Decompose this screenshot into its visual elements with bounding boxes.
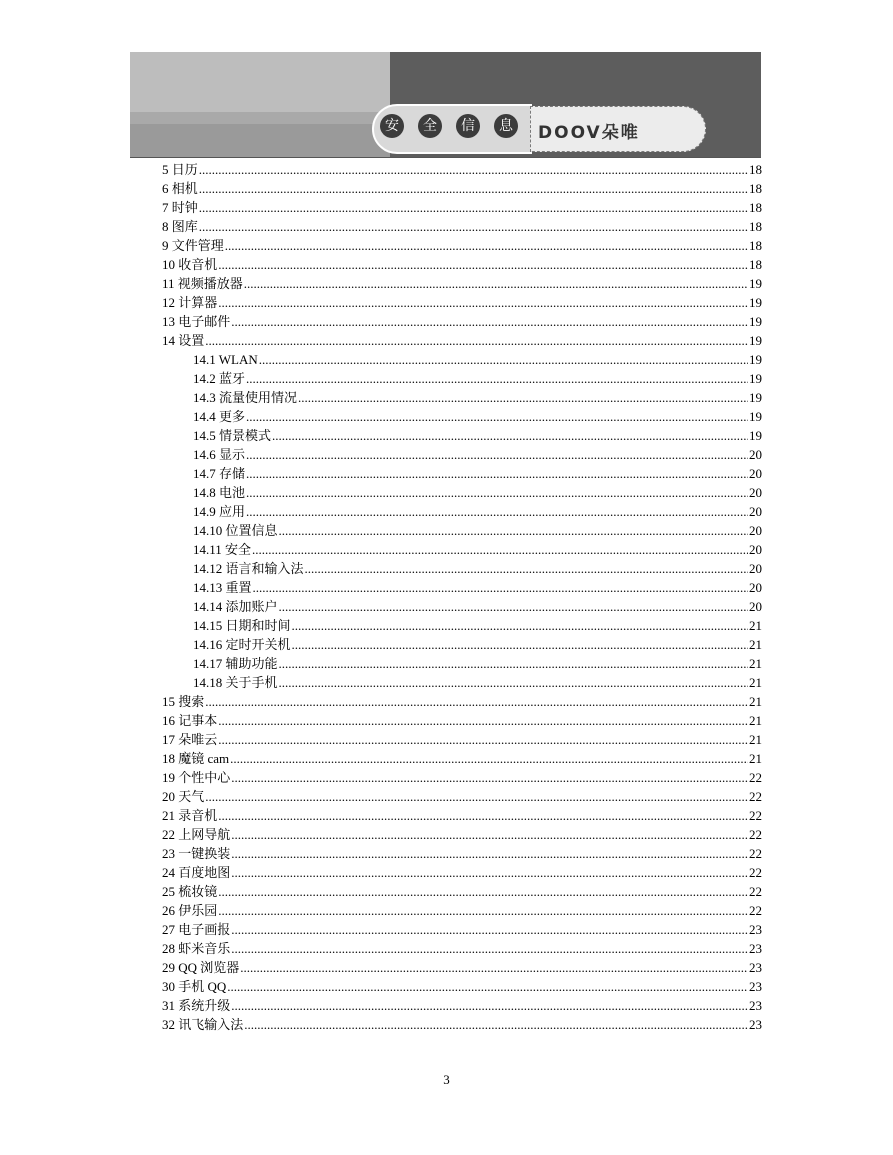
toc-entry[interactable] [162,939,762,958]
header-banner [130,52,761,158]
toc-entry-page: 23 [749,922,762,937]
toc-leader-dots [218,901,748,920]
toc-leader-dots [231,312,748,331]
toc-entry-title: 14.2 蓝牙 [193,371,246,386]
toc-entry[interactable] [162,616,762,635]
toc-leader-dots [246,369,748,388]
toc-leader-dots [231,825,748,844]
toc-leader-dots [199,179,748,198]
toc-entry[interactable] [162,806,762,825]
toc-entry[interactable] [162,825,762,844]
toc-entry-page: 22 [749,827,762,842]
toc-leader-dots [253,578,748,597]
toc-leader-dots [279,654,748,673]
toc-leader-dots [225,236,748,255]
toc-entry-page: 23 [749,979,762,994]
toc-entry-page: 20 [749,542,762,557]
toc-entry-page: 20 [749,599,762,614]
toc-leader-dots [279,597,748,616]
toc-entry[interactable] [162,996,762,1015]
toc-entry[interactable] [162,312,762,331]
toc-entry-title: 14.11 安全 [193,542,252,557]
toc-entry-title: 14.5 情景模式 [193,428,272,443]
toc-leader-dots [246,407,748,426]
toc-entry[interactable] [162,863,762,882]
toc-entry[interactable] [162,787,762,806]
toc-entry-title: 31 系统升级 [162,998,231,1013]
toc-entry-title: 14.7 存储 [193,466,246,481]
toc-entry-page: 19 [749,390,762,405]
toc-leader-dots [259,350,748,369]
toc-entry-title: 23 一键换装 [162,846,231,861]
toc-leader-dots [244,274,748,293]
toc-entry-title: 14.8 电池 [193,485,246,500]
toc-leader-dots [231,920,748,939]
toc-entry-page: 19 [749,314,762,329]
toc-entry[interactable] [162,331,762,350]
toc-entry-page: 21 [749,713,762,728]
toc-entry-page: 18 [749,162,762,177]
toc-entry-title: 8 图库 [162,219,198,234]
toc-leader-dots [231,939,748,958]
toc-entry[interactable] [162,217,762,236]
toc-entry[interactable] [162,730,762,749]
toc-leader-dots [231,996,748,1015]
toc-entry-title: 24 百度地图 [162,865,231,880]
toc-entry[interactable] [162,369,762,388]
toc-leader-dots [298,388,748,407]
toc-entry[interactable] [162,160,762,179]
toc-entry-page: 19 [749,428,762,443]
toc-entry[interactable] [162,483,762,502]
toc-entry-title: 14.18 关于手机 [193,675,278,690]
toc-entry[interactable] [162,426,762,445]
toc-entry-page: 19 [749,333,762,348]
toc-entry-page: 22 [749,808,762,823]
toc-entry[interactable] [162,578,762,597]
toc-entry-title: 6 相机 [162,181,198,196]
toc-entry[interactable] [162,559,762,578]
toc-leader-dots [279,521,748,540]
toc-entry[interactable] [162,445,762,464]
toc-entry[interactable] [162,274,762,293]
toc-entry-title: 14.17 辅助功能 [193,656,278,671]
toc-leader-dots [246,502,748,521]
toc-entry-page: 18 [749,181,762,196]
toc-entry-title: 18 魔镜 cam [162,751,230,766]
toc-entry-title: 25 梳妆镜 [162,884,218,899]
toc-entry-title: 15 搜索 [162,694,205,709]
toc-entry-page: 22 [749,865,762,880]
toc-entry-page: 23 [749,998,762,1013]
brand-logo: DOOV朵唯 [538,123,640,143]
toc-entry-page: 20 [749,523,762,538]
toc-entry[interactable] [162,692,762,711]
toc-leader-dots [227,977,748,996]
toc-entry-title: 20 天气 [162,789,205,804]
banner-left-band [130,112,390,124]
toc-entry-page: 20 [749,561,762,576]
toc-entry-page: 21 [749,751,762,766]
badge-char: 安 [380,114,404,138]
toc-leader-dots [218,255,748,274]
toc-entry[interactable] [162,407,762,426]
header-rule [130,157,761,158]
toc-entry[interactable] [162,882,762,901]
toc-entry-title: 14.13 重置 [193,580,252,595]
toc-leader-dots [230,749,748,768]
toc-entry-title: 10 收音机 [162,257,218,272]
toc-entry[interactable] [162,236,762,255]
toc-entry-page: 21 [749,618,762,633]
toc-entry[interactable] [162,350,762,369]
toc-leader-dots [231,844,748,863]
toc-leader-dots [231,863,748,882]
toc-leader-dots [292,635,748,654]
toc-entry-page: 23 [749,941,762,956]
toc-entry-page: 19 [749,352,762,367]
toc-entry-title: 28 虾米音乐 [162,941,231,956]
toc-entry-page: 18 [749,200,762,215]
toc-entry[interactable] [162,768,762,787]
toc-entry[interactable] [162,1015,762,1034]
toc-entry-title: 21 录音机 [162,808,218,823]
toc-entry-page: 21 [749,656,762,671]
toc-leader-dots [218,293,748,312]
toc-leader-dots [246,445,748,464]
toc-entry-title: 14.3 流量使用情况 [193,390,298,405]
toc-entry-title: 13 电子邮件 [162,314,231,329]
toc-entry-page: 19 [749,409,762,424]
toc-entry-page: 20 [749,580,762,595]
toc-leader-dots [205,692,748,711]
toc-leader-dots [305,559,748,578]
toc-entry[interactable] [162,958,762,977]
toc-entry-page: 23 [749,1017,762,1032]
toc-entry[interactable] [162,635,762,654]
toc-entry[interactable] [162,198,762,217]
toc-leader-dots [205,331,748,350]
toc-entry-page: 18 [749,219,762,234]
toc-entry-title: 14.14 添加账户 [193,599,278,614]
badge-char: 息 [494,114,518,138]
toc-entry[interactable] [162,521,762,540]
toc-entry-title: 14.16 定时开关机 [193,637,291,652]
toc-leader-dots [199,198,748,217]
toc-entry[interactable] [162,901,762,920]
toc-entry[interactable] [162,293,762,312]
toc-leader-dots [205,787,748,806]
toc-entry-title: 5 日历 [162,162,198,177]
toc-entry-title: 14.15 日期和时间 [193,618,291,633]
toc-entry-page: 20 [749,466,762,481]
toc-entry-page: 22 [749,903,762,918]
toc-entry[interactable] [162,464,762,483]
toc-entry-title: 32 讯飞输入法 [162,1017,244,1032]
toc-entry[interactable] [162,673,762,692]
toc-leader-dots [240,958,748,977]
toc-leader-dots [218,806,748,825]
toc-entry-page: 23 [749,960,762,975]
toc-entry[interactable] [162,540,762,559]
toc-entry-page: 22 [749,789,762,804]
badge-chars [380,114,518,138]
toc-entry[interactable] [162,255,762,274]
toc-entry-title: 14 设置 [162,333,205,348]
toc-entry[interactable] [162,920,762,939]
badge-char: 信 [456,114,480,138]
toc-entry[interactable] [162,179,762,198]
toc-entry-page: 18 [749,257,762,272]
toc-entry-page: 19 [749,371,762,386]
toc-entry-title: 14.4 更多 [193,409,246,424]
toc-entry-title: 22 上网导航 [162,827,231,842]
toc-leader-dots [279,673,748,692]
toc-entry[interactable] [162,977,762,996]
toc-leader-dots [199,217,748,236]
toc-entry-title: 26 伊乐园 [162,903,218,918]
toc-leader-dots [246,483,748,502]
toc-leader-dots [218,882,748,901]
toc-leader-dots [272,426,748,445]
badge-char: 全 [418,114,442,138]
toc-entry-page: 18 [749,238,762,253]
toc-leader-dots [252,540,748,559]
toc-entry-title: 27 电子画报 [162,922,231,937]
toc-leader-dots [246,464,748,483]
toc-leader-dots [218,711,748,730]
banner-left-band-dark [130,124,390,158]
toc-entry-title: 14.12 语言和输入法 [193,561,304,576]
toc-leader-dots [292,616,748,635]
toc-entry-page: 19 [749,295,762,310]
toc-entry-page: 21 [749,732,762,747]
toc-entry-title: 17 朵唯云 [162,732,218,747]
toc-entry-page: 21 [749,637,762,652]
toc-entry-page: 22 [749,846,762,861]
toc-entry-title: 14.1 WLAN [193,352,258,367]
table-of-contents [162,160,762,1034]
toc-entry-title: 11 视频播放器 [162,276,243,291]
toc-entry[interactable] [162,749,762,768]
toc-entry[interactable] [162,654,762,673]
page-number: 3 [443,1072,450,1087]
toc-entry-title: 14.6 显示 [193,447,246,462]
toc-entry-page: 21 [749,675,762,690]
toc-entry-title: 9 文件管理 [162,238,224,253]
toc-leader-dots [231,768,748,787]
toc-entry-title: 14.10 位置信息 [193,523,278,538]
toc-entry-page: 20 [749,485,762,500]
toc-entry[interactable] [162,597,762,616]
toc-entry-page: 20 [749,504,762,519]
toc-entry-title: 7 时钟 [162,200,198,215]
toc-leader-dots [218,730,748,749]
toc-leader-dots [199,160,748,179]
toc-entry[interactable] [162,844,762,863]
toc-entry-title: 29 QQ 浏览器 [162,960,240,975]
toc-entry-title: 16 记事本 [162,713,218,728]
toc-entry-page: 21 [749,694,762,709]
toc-entry-page: 20 [749,447,762,462]
toc-leader-dots [244,1015,748,1034]
toc-entry[interactable] [162,502,762,521]
toc-entry-title: 30 手机 QQ [162,979,227,994]
toc-entry-title: 14.9 应用 [193,504,246,519]
toc-entry-page: 22 [749,770,762,785]
toc-entry[interactable] [162,388,762,407]
toc-entry-title: 12 计算器 [162,295,218,310]
toc-entry-title: 19 个性中心 [162,770,231,785]
toc-entry-page: 22 [749,884,762,899]
toc-entry[interactable] [162,711,762,730]
toc-entry-page: 19 [749,276,762,291]
